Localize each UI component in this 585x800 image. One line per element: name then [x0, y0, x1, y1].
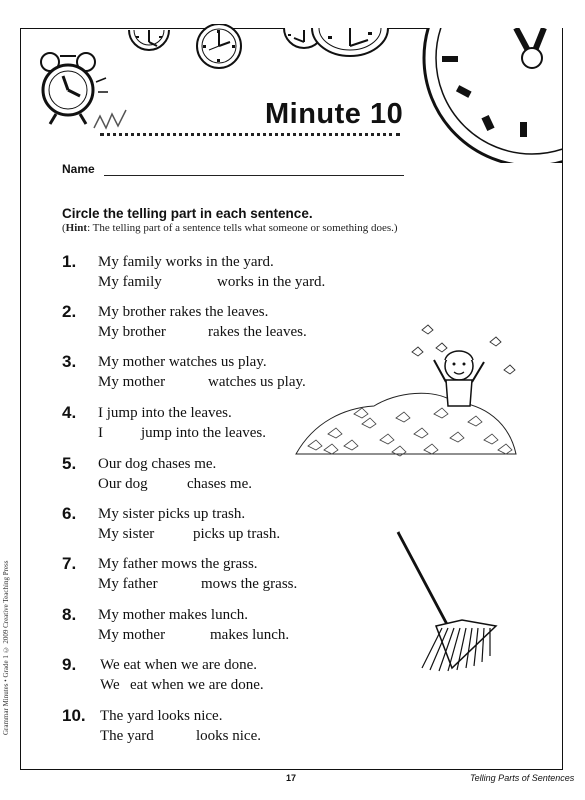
hint: (Hint: The telling part of a sentence tells what someone or something does.) — [62, 222, 398, 234]
instructions: Circle the telling part in each sentence. — [62, 206, 313, 221]
subject-part[interactable]: I — [98, 425, 103, 441]
subject-part[interactable]: Our dog — [98, 476, 148, 492]
item-number: 1. — [62, 252, 77, 271]
subject-part[interactable]: We — [100, 677, 120, 693]
telling-part[interactable]: makes lunch. — [210, 627, 290, 643]
clock-icon — [193, 24, 245, 70]
item-number: 10. — [62, 706, 86, 725]
item-number: 4. — [62, 403, 77, 422]
telling-part[interactable]: mows the grass. — [201, 576, 298, 592]
sentence-split — [98, 476, 252, 493]
item-number: 2. — [62, 302, 77, 321]
clock-icon — [420, 28, 562, 163]
sentence-split — [98, 526, 280, 543]
telling-part[interactable]: picks up trash. — [193, 526, 281, 542]
item-number: 3. — [62, 352, 77, 371]
name-label: Name — [62, 162, 95, 176]
subject-part[interactable]: My sister — [98, 526, 155, 542]
telling-part[interactable]: looks nice. — [196, 728, 261, 744]
subject-part[interactable]: My mother — [98, 374, 166, 390]
sentence-split — [98, 374, 306, 391]
hint-label: Hint — [65, 222, 88, 234]
sentence: We eat when we are done. — [100, 657, 258, 673]
sentence: My mother watches us play. — [98, 354, 267, 370]
sentence: My family works in the yard. — [98, 254, 274, 270]
hint-text: : The telling part of a sentence tells what someone or something does.) — [87, 222, 398, 234]
sentence-split — [98, 274, 325, 291]
subject-part[interactable]: The yard — [100, 728, 154, 744]
sentence-split — [100, 677, 264, 694]
subject-part[interactable]: My mother — [98, 627, 166, 643]
sentence: My father mows the grass. — [98, 556, 258, 572]
sentence: The yard looks nice. — [100, 708, 223, 724]
item-number: 8. — [62, 605, 77, 624]
subject-part[interactable]: My father — [98, 576, 158, 592]
sentence: I jump into the leaves. — [98, 405, 232, 421]
telling-part[interactable]: eat when we are done. — [130, 677, 264, 693]
sentence: Our dog chases me. — [98, 456, 217, 472]
sentence: My sister picks up trash. — [98, 506, 246, 522]
dotted-divider — [100, 133, 400, 136]
sentence-split — [98, 576, 297, 593]
sentence-split — [98, 324, 307, 341]
sentence-split — [98, 627, 289, 644]
telling-part[interactable]: rakes the leaves. — [208, 324, 307, 340]
clock-icon — [310, 28, 390, 58]
telling-part[interactable]: watches us play. — [208, 374, 306, 390]
side-credit: Grammar Minutes • Grade 1 © 2009 Creative Teaching Press — [2, 560, 10, 735]
item-number: 9. — [62, 655, 77, 674]
subject-part[interactable]: My brother — [98, 324, 166, 340]
name-write-line[interactable] — [104, 175, 404, 176]
rake-icon — [392, 528, 498, 674]
page-title: Minute 10 — [265, 98, 404, 130]
sentence: My brother rakes the leaves. — [98, 304, 269, 320]
telling-part[interactable]: works in the yard. — [217, 274, 326, 290]
sentence: My mother makes lunch. — [98, 607, 248, 623]
alarm-clock-icon — [36, 52, 136, 142]
item-number: 6. — [62, 504, 77, 523]
subject-part[interactable]: My family — [98, 274, 162, 290]
page-number: 17 — [286, 773, 297, 783]
leaf-pile-icon — [284, 322, 524, 470]
telling-part[interactable]: chases me. — [187, 476, 252, 492]
telling-part[interactable]: jump into the leaves. — [141, 425, 266, 441]
footer-topic: Telling Parts of Sentences — [470, 773, 575, 783]
sentence-split — [98, 425, 266, 442]
item-number: 7. — [62, 554, 77, 573]
item-number: 5. — [62, 454, 77, 473]
sentence-split — [100, 728, 261, 745]
